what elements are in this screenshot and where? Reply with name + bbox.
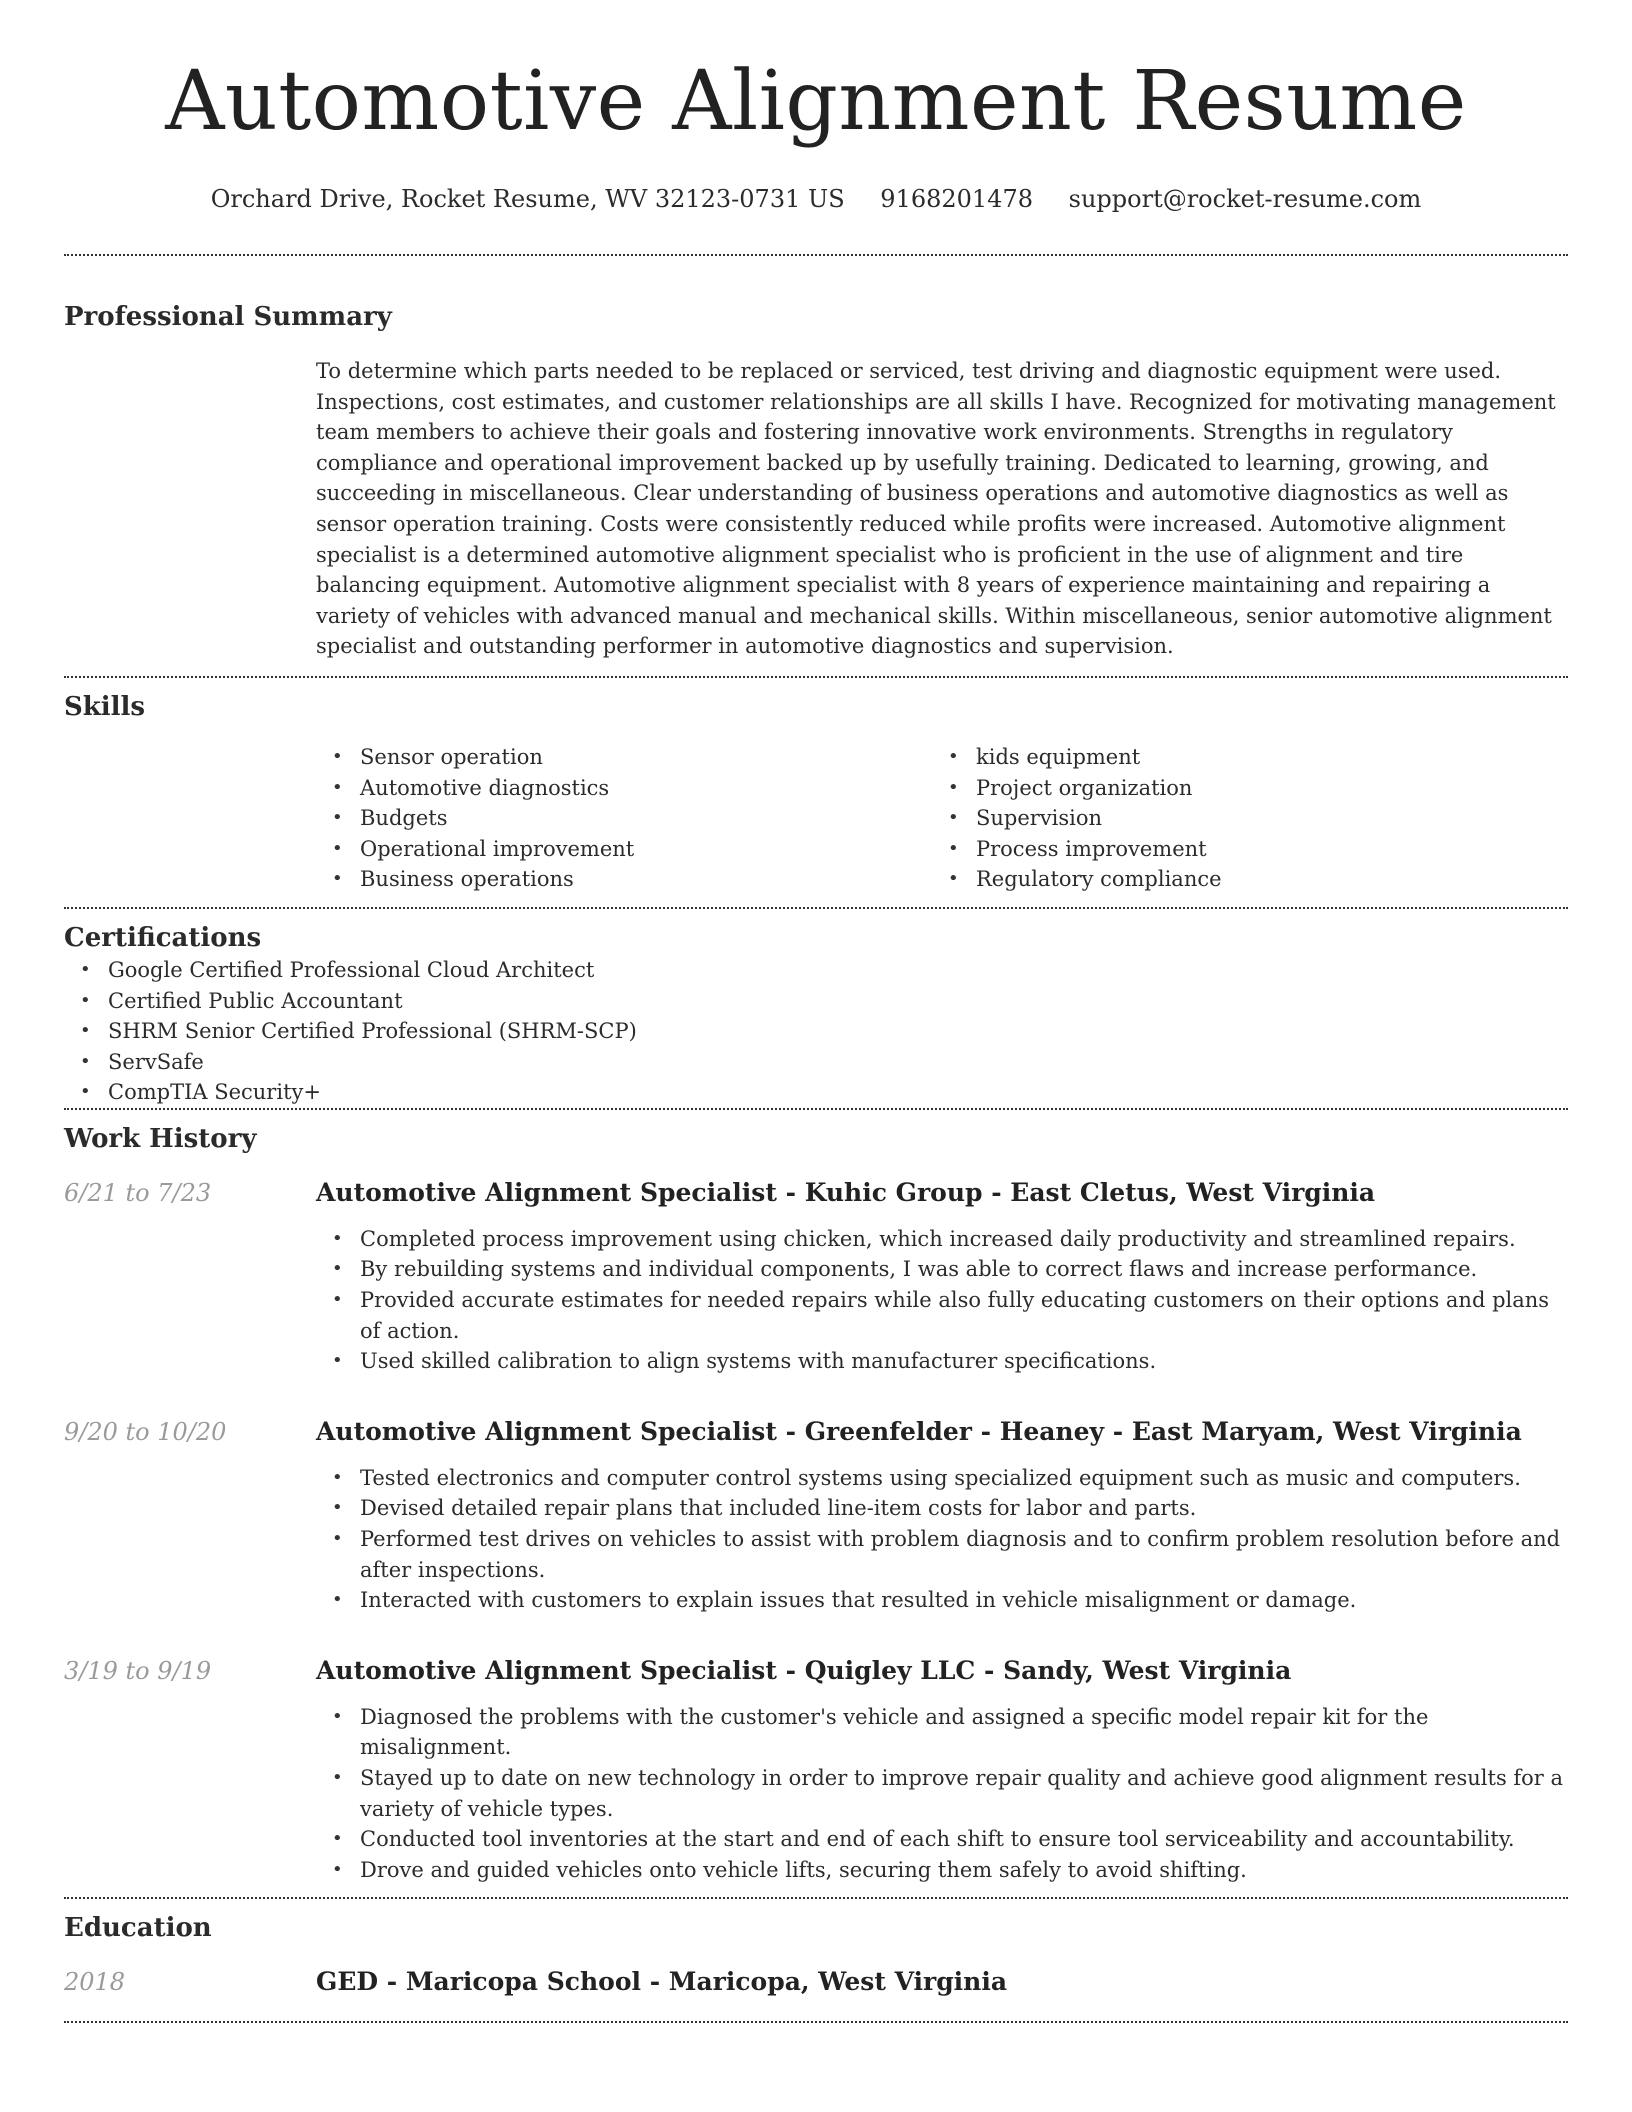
contact-email: support@rocket-resume.com — [1068, 185, 1422, 213]
skills-column-right — [932, 742, 1548, 895]
job-bullets — [316, 1463, 1568, 1616]
skill-item: • kids equipment — [932, 742, 1548, 773]
skill-item: • Operational improvement — [316, 834, 932, 865]
job-bullet: • Completed process improvement using chicken, which increased daily productivity and streamlined repairs. — [316, 1224, 1568, 1255]
education-details — [316, 1965, 1568, 1999]
job-bullet: • Interacted with customers to explain issues that resulted in vehicle misalignment or damage. — [316, 1585, 1568, 1616]
job-bullet: • Provided accurate estimates for needed repairs while also fully educating customers on their options and plans of action. — [316, 1285, 1568, 1346]
divider — [64, 2021, 1568, 2023]
certification-item: • SHRM Senior Certified Professional (SHRM-SCP) — [64, 1016, 1568, 1047]
skill-item: • Supervision — [932, 803, 1548, 834]
education-year: 2018 — [64, 1968, 126, 1997]
certifications-section — [64, 909, 1568, 1108]
certifications-heading: Certifications — [64, 922, 262, 953]
job-dates: 9/20 to 10/20 — [64, 1417, 227, 1446]
certification-item: • CompTIA Security+ — [64, 1077, 1568, 1108]
skills-column-left — [316, 742, 932, 895]
skill-item: • Regulatory compliance — [932, 864, 1548, 895]
skill-item: • Budgets — [316, 803, 932, 834]
job-title: Automotive Alignment Specialist - Quigley LLC - Sandy, West Virginia — [316, 1655, 1292, 1685]
work-history-heading: Work History — [64, 1123, 257, 1154]
certification-item: • Google Certified Professional Cloud Architect — [64, 955, 1568, 986]
contact-line — [64, 182, 1568, 216]
summary-heading: Professional Summary — [64, 302, 392, 332]
work-history-section — [64, 1110, 1568, 1886]
skills-section — [64, 678, 1568, 895]
job-bullets — [316, 1702, 1568, 1886]
job-entry — [64, 1654, 1568, 1886]
job-entry — [64, 1415, 1568, 1616]
divider — [64, 254, 1568, 256]
job-details — [316, 1654, 1568, 1886]
summary-section — [64, 300, 1568, 662]
contact-phone: 9168201478 — [880, 185, 1033, 213]
skill-item: • Business operations — [316, 864, 932, 895]
certification-item: • Certified Public Accountant — [64, 986, 1568, 1017]
skill-item: • Project organization — [932, 773, 1548, 804]
skill-item: • Sensor operation — [316, 742, 932, 773]
job-bullet: • Performed test drives on vehicles to assist with problem diagnosis and to confirm problem resolution before and after inspections. — [316, 1524, 1568, 1585]
education-heading: Education — [64, 1913, 212, 1944]
job-bullet: • Devised detailed repair plans that included line-item costs for labor and parts. — [316, 1493, 1568, 1524]
job-details — [316, 1176, 1568, 1377]
job-bullet: • Tested electronics and computer control systems using specialized equipment such as music and computers. — [316, 1463, 1568, 1494]
job-bullet: • Drove and guided vehicles onto vehicle lifts, securing them safely to avoid shifting. — [316, 1855, 1568, 1886]
job-dates: 6/21 to 7/23 — [64, 1178, 212, 1207]
job-dates: 3/19 to 9/19 — [64, 1656, 212, 1685]
job-bullet: • Diagnosed the problems with the customer's vehicle and assigned a specific model repair kit for the misalignment. — [316, 1702, 1568, 1763]
job-bullet: • Stayed up to date on new technology in order to improve repair quality and achieve good alignment results for a variety of vehicle types. — [316, 1763, 1568, 1824]
job-title: Automotive Alignment Specialist - Greenfelder - Heaney - East Maryam, West Virginia — [316, 1416, 1522, 1446]
education-section — [64, 1899, 1568, 1999]
certifications-list — [64, 955, 1568, 1108]
job-bullets — [316, 1224, 1568, 1377]
contact-address: Orchard Drive, Rocket Resume, WV 32123-0731 US — [210, 185, 845, 213]
education-degree: GED - Maricopa School - Maricopa, West Virginia — [316, 1967, 1008, 1997]
job-bullet: • Conducted tool inventories at the start and end of each shift to ensure tool serviceability and accountability. — [316, 1824, 1568, 1855]
education-entry — [64, 1965, 1568, 1999]
job-title: Automotive Alignment Specialist - Kuhic Group - East Cletus, West Virginia — [316, 1177, 1376, 1207]
certification-item: • ServSafe — [64, 1047, 1568, 1078]
skill-item: • Process improvement — [932, 834, 1548, 865]
skill-item: • Automotive diagnostics — [316, 773, 932, 804]
job-bullet: • By rebuilding systems and individual components, I was able to correct flaws and increase performance. — [316, 1254, 1568, 1285]
resume-title: Automotive Alignment Resume — [165, 54, 1467, 149]
job-entry — [64, 1176, 1568, 1377]
skills-list — [316, 742, 1568, 895]
summary-text: To determine which parts needed to be replaced or serviced, test driving and diagnostic equipment were used. Inspections, cost estimates, and customer relationships are all skills I have. Recognized for motivating management team members to achieve their goals and fostering innovative work environments. Strengths in regulatory compliance and operational improvement backed up by usefully training. Dedicated to learning, growing, and succeeding in miscellaneous. Clear understanding of business operations and automotive diagnostics as well as sensor operation training. Costs were consistently reduced while profits were increased. Automotive alignment specialist is a determined automotive alignment specialist who is proficient in the use of alignment and tire balancing equipment. Automotive alignment specialist with 8 years of experience maintaining and repairing a variety of vehicles with advanced manual and mechanical skills. Within miscellaneous, senior automotive alignment specialist and outstanding performer in automotive diagnostics and supervision. — [316, 359, 1556, 659]
skills-heading: Skills — [64, 691, 146, 722]
job-bullet: • Used skilled calibration to align systems with manufacturer specifications. — [316, 1346, 1568, 1377]
job-details — [316, 1415, 1568, 1616]
